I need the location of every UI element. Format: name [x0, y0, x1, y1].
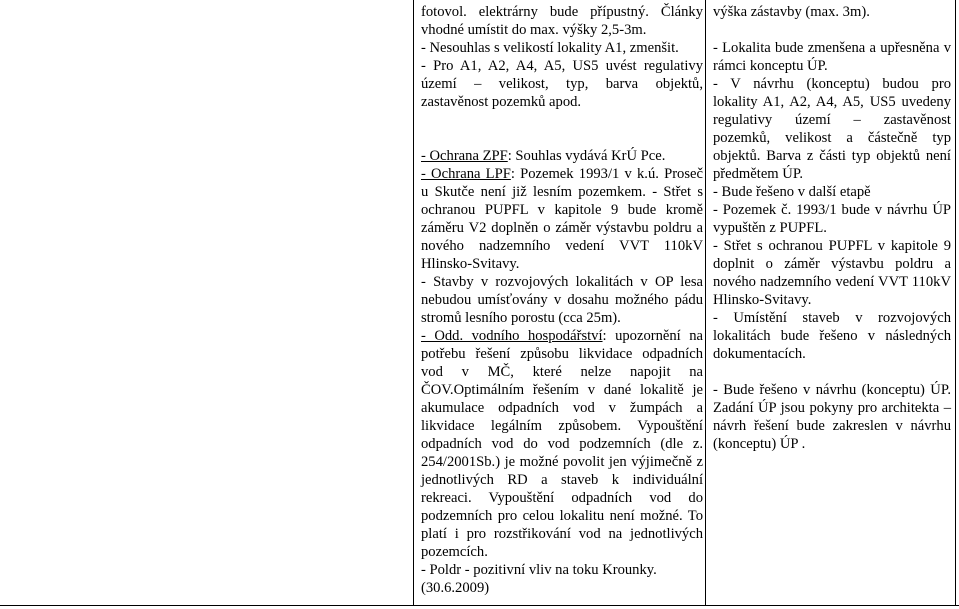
table-border-bottom: [0, 605, 959, 606]
comment-regulations: - Pro A1, A2, A4, A5, US5 uvést regulativy území – velikost, typ, barva objektů, zastavěnost pozemků apod.: [421, 58, 703, 110]
comment-lpf: [421, 165, 703, 273]
response-forest-distance: - Umístění staveb v rozvojových lokalitách bude řešeno v následných dokumentacích.: [713, 310, 951, 362]
table-border-right: [955, 0, 956, 606]
response-zpf: - Bude řešeno v další etapě: [713, 184, 871, 200]
table-border-middle: [705, 0, 706, 606]
comment-poldr: - Poldr - pozitivní vliv na toku Krounky.: [421, 562, 657, 578]
water-label: - Odd. vodního hospodářství: [421, 328, 603, 344]
comment-date: (30.6.2009): [421, 580, 490, 596]
responses-cell: [713, 3, 951, 453]
response-height: výška zástavby (max. 3m).: [713, 4, 870, 20]
lpf-text: : Pozemek 1993/1 v k.ú. Proseč u Skutče není již lesním pozemkem. - Střet s ochranou PUPFL v kapitole 9 bude kromě záměru V2 doplněn o záměr výstavbu poldru a nového nadzemního vedení VVT 110kV Hlinsko-Svitavy.: [421, 166, 703, 272]
comment-forest-distance: - Stavby v rozvojových lokalitách v OP lesa nebudou umísťovány v dosahu možného pádu stromů lesního porostu (cca 25m).: [421, 274, 703, 326]
comment-solar: fotovol. elektrárny bude přípustný. Články vhodné umístit do max. výšky 2,5-3m.: [421, 4, 703, 38]
response-pupfl: - Střet s ochranou PUPFL v kapitole 9 doplnit o záměr výstavbu poldru a nového nadzemního vedení VVT 110kV Hlinsko-Svitavy.: [713, 238, 951, 308]
comment-water: [421, 327, 703, 561]
response-lpf-plot: - Pozemek č. 1993/1 bude v návrhu ÚP vypuštěn z PUPFL.: [713, 202, 951, 236]
zpf-text: : Souhlas vydává KrÚ Pce.: [507, 148, 666, 164]
comment-a1-size: - Nesouhlas s velikostí lokality A1, zmenšit.: [421, 40, 679, 56]
response-regulations: - V návrhu (konceptu) budou pro lokality A1, A2, A4, A5, US5 uvedeny regulativy území – zastavěnost pozemků, velikost a částečně typ objektů. Barva z části typ objektů není předmětem ÚP.: [713, 76, 951, 182]
comments-cell: [421, 3, 703, 597]
response-water: - Bude řešeno v návrhu (konceptu) ÚP. Zadání ÚP jsou pokyny pro architekta – návrh řešení bude zakreslen v návrhu (konceptu) ÚP .: [713, 382, 951, 452]
water-text: : upozornění na potřebu řešení způsobu likvidace odpadních vod v MČ, které nelze napojit na ČOV.Optimálním řešením v dané lokalitě je akumulace odpadních vod v žumpách a likvidace legálním způsobem. Vypouštění odpadních vod do vod podzemních (dle z. 254/2001Sb.) je možné povolit jen výjimečně z jednotlivých RD a staveb k individuální rekreaci. Vypouštění odpadních vod do podzemních pro celou lokalitu není možné. To platí i pro rozstřikování vod na jednotlivých pozemcích.: [421, 328, 703, 560]
zpf-label: - Ochrana ZPF: [421, 148, 508, 164]
table-border-left: [413, 0, 414, 606]
comment-zpf: [421, 147, 703, 165]
lpf-label: - Ochrana LPF: [421, 166, 511, 182]
response-a1-size: - Lokalita bude zmenšena a upřesněna v rámci konceptu ÚP.: [713, 40, 951, 74]
